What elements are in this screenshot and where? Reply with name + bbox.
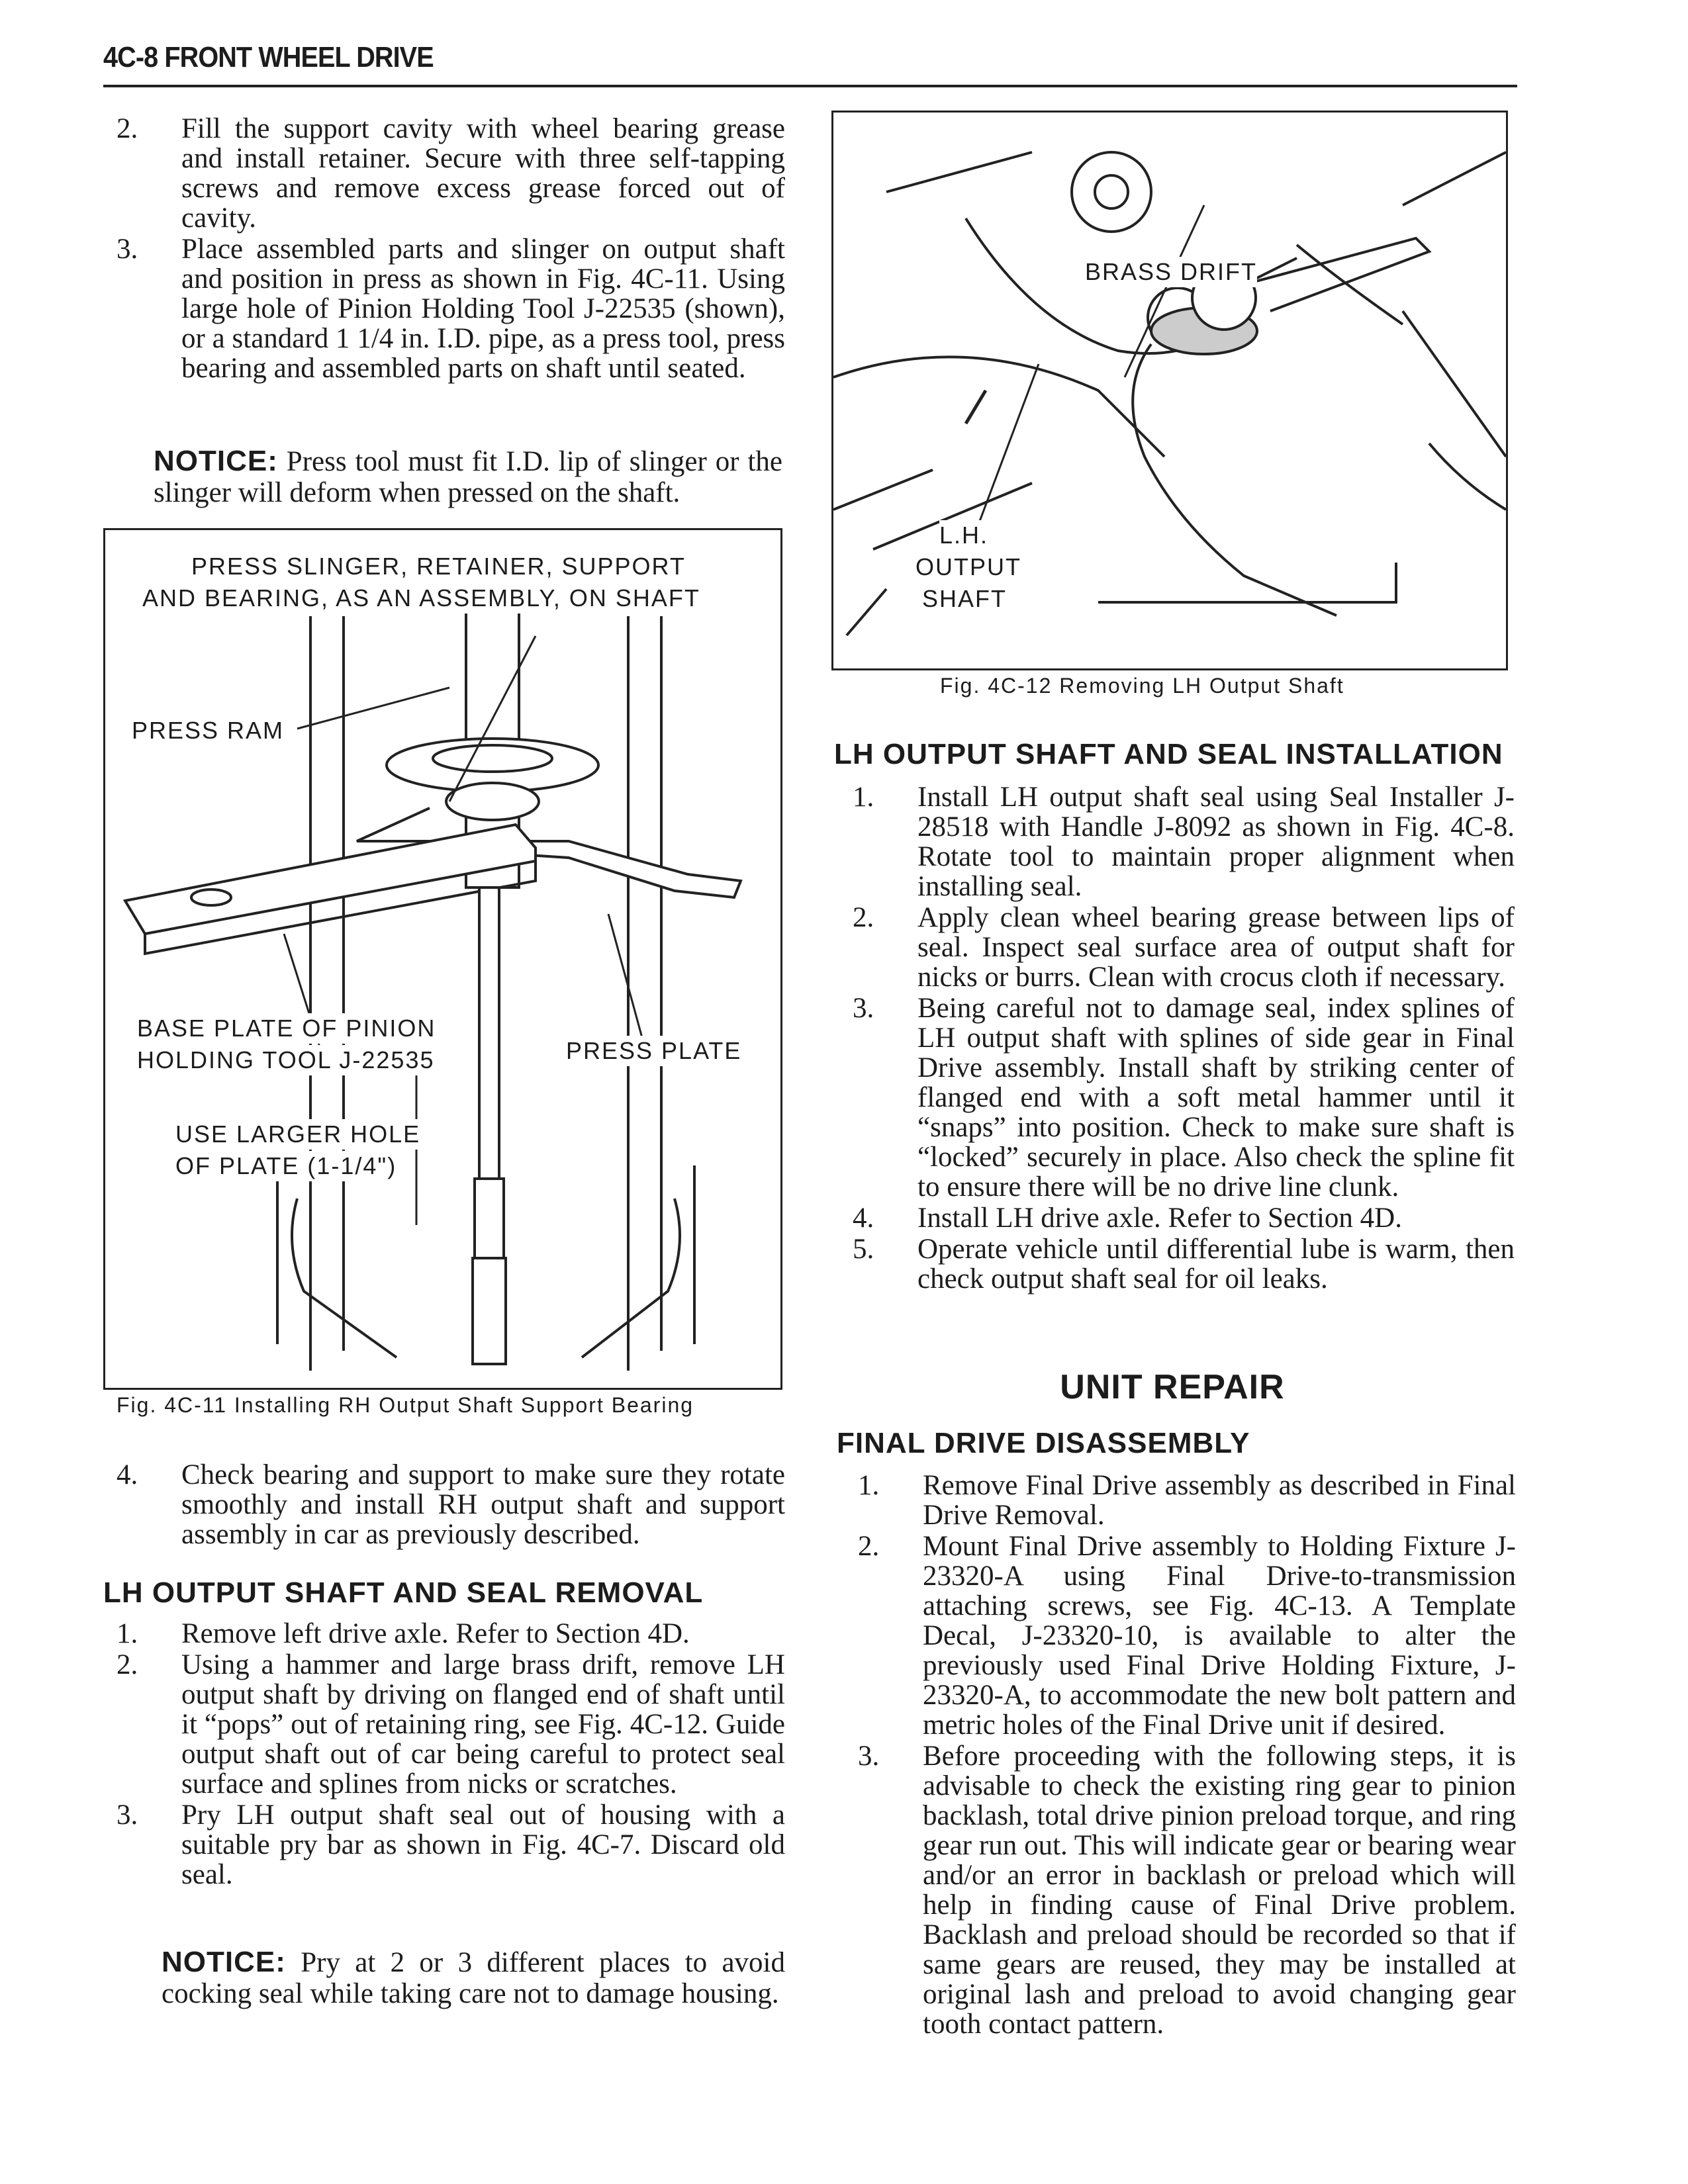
list-item <box>858 1741 1516 2039</box>
notice-label: NOTICE: <box>162 1946 286 1978</box>
heading-final-drive-disassembly: FINAL DRIVE DISASSEMBLY <box>837 1427 1250 1459</box>
label-output: OUTPUT <box>915 552 1021 582</box>
item-number: 2. <box>117 1649 138 1680</box>
page-header: 4C-8 FRONT WHEEL DRIVE <box>103 41 434 73</box>
list-item <box>858 1471 1516 1530</box>
left-step-4 <box>117 1460 785 1551</box>
item-text: Before proceeding with the following steps, it is advisable to check the existing ring gear to pinion backlash, total drive pinion preload torque, and ring gear run out. This will indicate gear or bearing wear and/or an error in backlash or preload which will help in finding cause of Final Drive problem. Backlash and preload should be recorded so that if same gears are reused, they may be installed at original lash and preload to avoid changing gear tooth contact pattern. <box>923 1741 1516 2040</box>
item-number: 1. <box>858 1470 880 1501</box>
item-number: 4. <box>117 1459 138 1490</box>
figure-4c-11-caption: Fig. 4C-11 Installing RH Output Shaft Support Bearing <box>117 1393 694 1417</box>
list-item <box>853 782 1515 901</box>
item-number: 2. <box>858 1531 880 1562</box>
item-number: 3. <box>117 234 138 265</box>
label-press-plate: PRESS PLATE <box>566 1036 741 1066</box>
item-text: Remove left drive axle. Refer to Section 4D. <box>181 1618 690 1649</box>
list-item <box>853 993 1515 1202</box>
item-number: 1. <box>117 1618 138 1649</box>
label-lh: L.H. <box>939 520 988 551</box>
list-item <box>117 1800 785 1889</box>
label-larger-hole-2: OF PLATE (1-1/4") <box>175 1151 397 1181</box>
item-number: 2. <box>853 902 874 933</box>
list-item <box>117 1619 785 1649</box>
label-press-ram: PRESS RAM <box>132 715 284 746</box>
list-item <box>853 1234 1515 1294</box>
list-item <box>853 1203 1515 1233</box>
label-larger-hole-1: USE LARGER HOLE <box>175 1119 420 1150</box>
item-text: Pry LH output shaft seal out of housing with a suitable pry bar as shown in Fig. 4C-7. Discard old seal. <box>181 1799 785 1890</box>
item-text: Apply clean wheel bearing grease between lips of seal. Inspect seal surface area of output shaft for nicks or burrs. Clean with crocus cloth if necessary. <box>917 902 1515 993</box>
notice-text: Pry at 2 or 3 different places to avoid cocking seal while taking care not to damage housing. <box>162 1947 785 2009</box>
figure-title-line2: AND BEARING, AS AN ASSEMBLY, ON SHAFT <box>142 583 700 614</box>
label-shaft: SHAFT <box>922 584 1007 614</box>
item-text: Check bearing and support to make sure they rotate smoothly and install RH output shaft and support assembly in car as previously described. <box>181 1459 785 1550</box>
notice-pry <box>162 1946 785 2009</box>
item-text: Being careful not to damage seal, index splines of LH output shaft with splines of side gear in Final Drive assembly. Install shaft by striking center of flanged end with a soft metal hammer until it “snaps” into position. Check to make sure shaft is “locked” securely in place. Also check the spline fit to ensure there will be no drive line clunk. <box>917 993 1515 1203</box>
figure-4c-12-caption: Fig. 4C-12 Removing LH Output Shaft <box>940 674 1344 698</box>
list-item <box>853 903 1515 992</box>
item-number: 4. <box>853 1203 874 1234</box>
item-text: Mount Final Drive assembly to Holding Fixture J-23320-A using Final Drive-to-transmission attaching screws, see Fig. 4C-13. A Template Decal, J-23320-10, is available to alter the previously used Final Drive Holding Fixture, J-23320-A, to accommodate the new bolt pattern and metric holes of the Final Drive unit if desired. <box>923 1531 1516 1741</box>
removal-steps <box>117 1619 785 1891</box>
item-number: 2. <box>117 113 138 144</box>
item-text: Fill the support cavity with wheel bearing grease and install retainer. Secure with three self-tapping screws and remove excess grease forced out of cavity. <box>181 113 785 234</box>
press-illustration <box>105 530 780 1388</box>
label-base-plate-2: HOLDING TOOL J-22535 <box>137 1045 435 1075</box>
figure-4c-12 <box>831 111 1508 670</box>
label-brass-drift: BRASS DRIFT <box>1085 257 1257 287</box>
item-text: Operate vehicle until differential lube is warm, then check output shaft seal for oil leaks. <box>917 1234 1515 1295</box>
item-number: 3. <box>858 1741 880 1772</box>
item-text: Remove Final Drive assembly as described in Final Drive Removal. <box>923 1470 1516 1531</box>
item-number: 3. <box>853 993 874 1024</box>
notice-press-tool <box>154 445 782 508</box>
item-number: 3. <box>117 1799 138 1831</box>
disassembly-steps <box>858 1471 1516 2040</box>
notice-label: NOTICE: <box>154 445 278 477</box>
left-steps-top <box>117 114 785 385</box>
label-base-plate-1: BASE PLATE OF PINION <box>137 1013 436 1044</box>
figure-4c-11 <box>103 528 782 1390</box>
heading-lh-removal: LH OUTPUT SHAFT AND SEAL REMOVAL <box>103 1576 704 1609</box>
item-text: Using a hammer and large brass drift, remove LH output shaft by driving on flanged end of shaft until it “pops” out of retaining ring, see Fig. 4C-12. Guide output shaft out of car being careful to protect seal surface and splines from nicks or scratches. <box>181 1649 785 1799</box>
list-item <box>117 1650 785 1799</box>
installation-steps <box>853 782 1515 1295</box>
notice-text: Press tool must fit I.D. lip of slinger or the slinger will deform when pressed on the shaft. <box>154 446 782 508</box>
item-number: 5. <box>853 1234 874 1265</box>
heading-unit-repair: UNIT REPAIR <box>1060 1368 1285 1406</box>
list-item <box>117 234 785 383</box>
list-item <box>117 1460 785 1549</box>
header-rule <box>103 85 1517 87</box>
figure-title-line1: PRESS SLINGER, RETAINER, SUPPORT <box>191 551 686 582</box>
item-number: 1. <box>853 782 874 813</box>
list-item <box>117 114 785 233</box>
item-text: Install LH drive axle. Refer to Section 4D. <box>917 1203 1402 1234</box>
item-text: Place assembled parts and slinger on output shaft and position in press as shown in Fig. 4C-11. Using large hole of Pinion Holding Tool J-22535 (shown), or a standard 1 1/4 in. I.D. pipe, as a press tool, press bearing and assembled parts on shaft until seated. <box>181 234 785 384</box>
item-text: Install LH output shaft seal using Seal Installer J-28518 with Handle J-8092 as shown in Fig. 4C-8. Rotate tool to maintain proper alignment when installing seal. <box>917 782 1515 902</box>
list-item <box>858 1531 1516 1740</box>
heading-lh-installation: LH OUTPUT SHAFT AND SEAL INSTALLATION <box>834 738 1503 770</box>
